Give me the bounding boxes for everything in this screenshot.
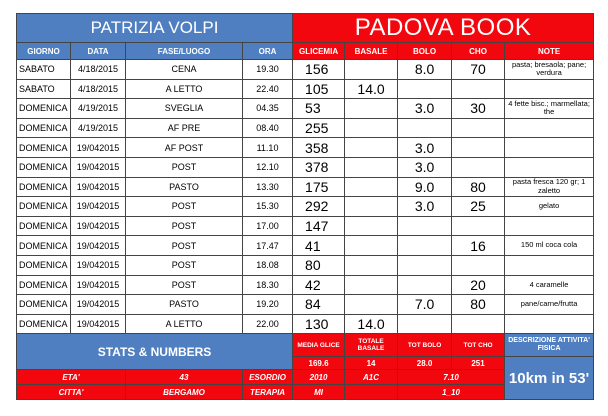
cell-basal[interactable]: [345, 197, 398, 217]
stats-bolus-label: TOT BOLO: [398, 334, 452, 357]
cell-cho[interactable]: 25: [452, 197, 505, 217]
table-row: [17, 255, 594, 275]
cell-bolus[interactable]: [398, 236, 452, 256]
cell-basal[interactable]: [345, 236, 398, 256]
cell-date[interactable]: 19/042015: [71, 197, 126, 217]
cell-glycemia[interactable]: 105: [293, 79, 345, 99]
cell-cho[interactable]: [452, 255, 505, 275]
cell-basal[interactable]: [345, 177, 398, 197]
cell-basal[interactable]: [345, 138, 398, 158]
cell-notes[interactable]: [505, 138, 594, 158]
col-header-basal[interactable]: BASALE: [345, 43, 398, 60]
onset-label: ESORDIO: [243, 370, 293, 385]
stats-mean-value[interactable]: 169.6: [293, 357, 345, 370]
table-row: [17, 197, 594, 217]
age-value[interactable]: 43: [126, 370, 243, 385]
cell-day[interactable]: DOMENICA: [17, 99, 71, 119]
stats-cho-label: TOT CHO: [452, 334, 505, 357]
cell-day[interactable]: DOMENICA: [17, 118, 71, 138]
cell-time[interactable]: 04.35: [243, 99, 293, 119]
cell-glycemia[interactable]: 53: [293, 99, 345, 119]
cell-phase[interactable]: AF PRE: [126, 118, 243, 138]
cell-phase[interactable]: CENA: [126, 60, 243, 80]
cell-date[interactable]: 19/042015: [71, 138, 126, 158]
cell-time[interactable]: 11.10: [243, 138, 293, 158]
a1c-label: A1C: [345, 370, 398, 385]
cell-basal[interactable]: [345, 216, 398, 236]
cell-day[interactable]: DOMENICA: [17, 216, 71, 236]
cell-glycemia[interactable]: 156: [293, 60, 345, 80]
cell-time[interactable]: 15.30: [243, 197, 293, 217]
table-row: [17, 314, 594, 334]
a1c-value[interactable]: 7.10: [398, 370, 505, 385]
cell-basal[interactable]: 14.0: [345, 314, 398, 334]
cell-date[interactable]: 4/19/2015: [71, 99, 126, 119]
cell-day[interactable]: DOMENICA: [17, 295, 71, 315]
cell-phase[interactable]: A LETTO: [126, 79, 243, 99]
therapy-label: TERAPIA: [243, 385, 293, 400]
col-header-day[interactable]: GIORNO: [17, 43, 71, 60]
cell-time[interactable]: 12.10: [243, 157, 293, 177]
cell-cho[interactable]: 70: [452, 60, 505, 80]
stats-title: STATS & NUMBERS: [17, 334, 293, 370]
cell-phase[interactable]: POST: [126, 255, 243, 275]
cell-phase[interactable]: SVEGLIA: [126, 99, 243, 119]
cell-bolus[interactable]: [398, 216, 452, 236]
cell-phase[interactable]: A LETTO: [126, 314, 243, 334]
cell-bolus[interactable]: [398, 118, 452, 138]
cell-notes[interactable]: gelato: [505, 197, 594, 217]
cell-date[interactable]: 4/18/2015: [71, 60, 126, 80]
col-header-bolus[interactable]: BOLO: [398, 43, 452, 60]
cell-glycemia[interactable]: 80: [293, 255, 345, 275]
cell-day[interactable]: DOMENICA: [17, 236, 71, 256]
cell-bolus[interactable]: 3.0: [398, 138, 452, 158]
cell-phase[interactable]: PASTO: [126, 177, 243, 197]
cell-notes[interactable]: [505, 216, 594, 236]
cell-time[interactable]: 19.20: [243, 295, 293, 315]
cell-phase[interactable]: POST: [126, 236, 243, 256]
activity-label: DESCRIZIONE ATTIVITA' FISICA: [505, 334, 594, 357]
cell-bolus[interactable]: 3.0: [398, 157, 452, 177]
cell-time[interactable]: 08.40: [243, 118, 293, 138]
col-header-time[interactable]: ORA: [243, 43, 293, 60]
cell-basal[interactable]: [345, 60, 398, 80]
logbook-table: [16, 13, 594, 400]
cell-notes[interactable]: [505, 79, 594, 99]
cell-date[interactable]: 19/042015: [71, 275, 126, 295]
cell-notes[interactable]: [505, 118, 594, 138]
cell-bolus[interactable]: [398, 79, 452, 99]
cell-date[interactable]: 19/042015: [71, 236, 126, 256]
cell-phase[interactable]: POST: [126, 157, 243, 177]
book-title: PADOVA BOOK: [354, 14, 532, 41]
cell-time[interactable]: 18.30: [243, 275, 293, 295]
cell-date[interactable]: 19/042015: [71, 255, 126, 275]
cell-time[interactable]: 22.40: [243, 79, 293, 99]
cell-day[interactable]: DOMENICA: [17, 177, 71, 197]
cell-notes[interactable]: 4 caramelle: [505, 275, 594, 295]
cell-phase[interactable]: AF POST: [126, 138, 243, 158]
ratio-spacer: [345, 385, 398, 400]
col-header-cho[interactable]: CHO: [452, 43, 505, 60]
cell-basal[interactable]: [345, 99, 398, 119]
cell-basal[interactable]: [345, 118, 398, 138]
cell-glycemia[interactable]: 175: [293, 177, 345, 197]
cell-cho[interactable]: 30: [452, 99, 505, 119]
age-label: ETA': [17, 370, 126, 385]
cell-glycemia[interactable]: 358: [293, 138, 345, 158]
cell-phase[interactable]: POST: [126, 216, 243, 236]
col-header-glycemia[interactable]: GLICEMIA: [293, 43, 345, 60]
cell-cho[interactable]: [452, 314, 505, 334]
ratio-value[interactable]: 1_10: [398, 385, 505, 400]
table-row: [17, 118, 594, 138]
city-label: CITTA': [17, 385, 126, 400]
stats-cho-value[interactable]: 251: [452, 357, 505, 370]
cell-day[interactable]: DOMENICA: [17, 138, 71, 158]
cell-date[interactable]: 19/042015: [71, 295, 126, 315]
cell-day[interactable]: DOMENICA: [17, 275, 71, 295]
patient-name: PATRIZIA VOLPI: [90, 18, 219, 37]
cell-notes[interactable]: [505, 314, 594, 334]
cell-bolus[interactable]: 8.0: [398, 60, 452, 80]
cell-glycemia[interactable]: 42: [293, 275, 345, 295]
cell-cho[interactable]: 16: [452, 236, 505, 256]
cell-glycemia[interactable]: 292: [293, 197, 345, 217]
col-header-notes[interactable]: NOTE: [505, 43, 594, 60]
cell-cho[interactable]: [452, 79, 505, 99]
cell-notes[interactable]: 4 fette bisc.; marmellata; the: [505, 99, 594, 119]
diabetes-logbook: [16, 13, 593, 403]
cell-bolus[interactable]: 7.0: [398, 295, 452, 315]
cell-glycemia[interactable]: 255: [293, 118, 345, 138]
cell-basal[interactable]: [345, 255, 398, 275]
cell-phase[interactable]: POST: [126, 275, 243, 295]
col-header-date[interactable]: DATA: [71, 43, 126, 60]
table-row: [17, 60, 594, 80]
cell-notes[interactable]: pasta; bresaola; pane; verdura: [505, 60, 594, 80]
city-value[interactable]: BERGAMO: [126, 385, 243, 400]
cell-bolus[interactable]: [398, 255, 452, 275]
cell-date[interactable]: 19/042015: [71, 216, 126, 236]
column-header-row: [17, 43, 594, 60]
cell-bolus[interactable]: 9.0: [398, 177, 452, 197]
col-header-phase[interactable]: FASE/LUOGO: [126, 43, 243, 60]
table-row: [17, 295, 594, 315]
cell-day[interactable]: SABATO: [17, 60, 71, 80]
table-row: [17, 157, 594, 177]
cell-notes[interactable]: [505, 157, 594, 177]
cell-day[interactable]: DOMENICA: [17, 157, 71, 177]
cell-time[interactable]: 17.00: [243, 216, 293, 236]
activity-value[interactable]: 10km in 53': [505, 357, 594, 400]
cell-time[interactable]: 13.30: [243, 177, 293, 197]
cell-bolus[interactable]: 3.0: [398, 197, 452, 217]
cell-basal[interactable]: [345, 275, 398, 295]
cell-notes[interactable]: [505, 255, 594, 275]
cell-time[interactable]: 18.08: [243, 255, 293, 275]
cell-cho[interactable]: 80: [452, 295, 505, 315]
table-row: [17, 177, 594, 197]
cell-cho[interactable]: 80: [452, 177, 505, 197]
cell-time[interactable]: 17.47: [243, 236, 293, 256]
cell-glycemia[interactable]: 130: [293, 314, 345, 334]
cell-cho[interactable]: [452, 118, 505, 138]
cell-glycemia[interactable]: 84: [293, 295, 345, 315]
table-row: [17, 79, 594, 99]
cell-bolus[interactable]: 3.0: [398, 99, 452, 119]
cell-date[interactable]: 4/18/2015: [71, 79, 126, 99]
cell-cho[interactable]: [452, 138, 505, 158]
table-row: [17, 275, 594, 295]
cell-notes[interactable]: pane/carne/frutta: [505, 295, 594, 315]
stats-mean-label: MEDIA GLICE: [293, 334, 345, 357]
cell-basal[interactable]: [345, 157, 398, 177]
cell-basal[interactable]: [345, 295, 398, 315]
stats-basal-value[interactable]: 14: [345, 357, 398, 370]
cell-glycemia[interactable]: 147: [293, 216, 345, 236]
cell-date[interactable]: 19/042015: [71, 157, 126, 177]
table-row: [17, 216, 594, 236]
cell-bolus[interactable]: [398, 275, 452, 295]
cell-basal[interactable]: 14.0: [345, 79, 398, 99]
cell-day[interactable]: DOMENICA: [17, 197, 71, 217]
book-title-banner: [293, 14, 594, 43]
cell-phase[interactable]: POST: [126, 197, 243, 217]
cell-date[interactable]: 19/042015: [71, 177, 126, 197]
cell-glycemia[interactable]: 41: [293, 236, 345, 256]
cell-date[interactable]: 4/19/2015: [71, 118, 126, 138]
cell-notes[interactable]: 150 ml coca cola: [505, 236, 594, 256]
patient-name-banner: [17, 14, 293, 43]
cell-notes[interactable]: pasta fresca 120 gr; 1 zaletto: [505, 177, 594, 197]
table-row: [17, 138, 594, 158]
cell-time[interactable]: 22.00: [243, 314, 293, 334]
cell-phase[interactable]: PASTO: [126, 295, 243, 315]
cell-glycemia[interactable]: 378: [293, 157, 345, 177]
onset-value[interactable]: 2010: [293, 370, 345, 385]
cell-cho[interactable]: 20: [452, 275, 505, 295]
cell-cho[interactable]: [452, 216, 505, 236]
stats-bolus-value[interactable]: 28.0: [398, 357, 452, 370]
therapy-value[interactable]: MI: [293, 385, 345, 400]
cell-time[interactable]: 19.30: [243, 60, 293, 80]
cell-day[interactable]: SABATO: [17, 79, 71, 99]
cell-cho[interactable]: [452, 157, 505, 177]
table-row: [17, 236, 594, 256]
stats-label-row: [17, 334, 594, 357]
cell-day[interactable]: DOMENICA: [17, 314, 71, 334]
cell-date[interactable]: 19/042015: [71, 314, 126, 334]
stats-basal-label: TOTALE BASALE: [345, 334, 398, 357]
cell-day[interactable]: DOMENICA: [17, 255, 71, 275]
cell-bolus[interactable]: [398, 314, 452, 334]
table-row: [17, 99, 594, 119]
